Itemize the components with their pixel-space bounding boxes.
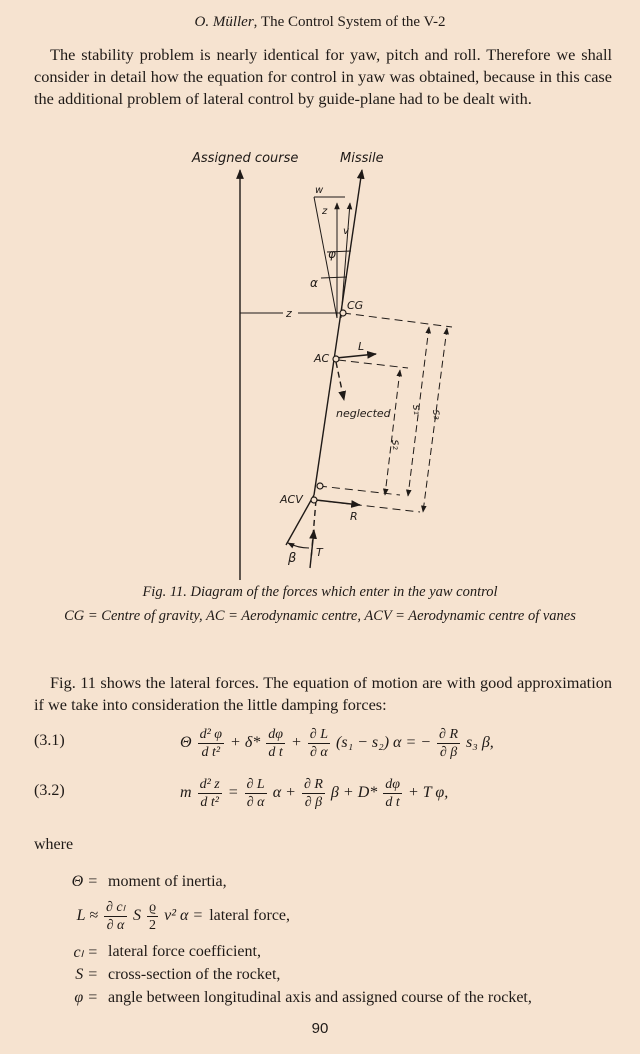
label-v: v	[343, 226, 349, 237]
fraction: $\frac{\text{d² φ}}{\text{d t²}}$	[199, 726, 223, 760]
equation-number: (3.2)	[34, 782, 65, 799]
fraction: $\frac{\text{∂ cₗ}}{\partial \alpha}$	[106, 899, 125, 933]
running-head	[0, 14, 640, 31]
def-text: angle between longitudinal axis and assigned course of the rocket,	[108, 989, 532, 1006]
figure-caption: Fig. 11. Diagram of the forces which enter in the yaw control	[142, 584, 498, 600]
eq-term: + δ*	[230, 734, 261, 751]
label-cg: CG	[347, 299, 364, 312]
def-text: lateral force,	[209, 907, 291, 924]
label-s1: s₁	[410, 403, 425, 416]
def-text: lateral force coefficient,	[108, 943, 261, 960]
definition-L	[50, 896, 620, 936]
forces-text: Fig. 11 shows the lateral forces. The equation of motion are with good approximation if we take into consideration the little damping forces:	[34, 673, 612, 714]
label-alpha: α	[310, 276, 318, 290]
label-ac: AC	[314, 352, 330, 365]
def-symbol: φ =	[74, 989, 98, 1006]
def-symbol: S =	[75, 966, 98, 983]
fraction: $\frac{d\varphi}{\text{d t}}$	[385, 776, 400, 810]
label-beta: β	[288, 551, 297, 566]
eq-term: m	[180, 784, 192, 801]
definition-cl	[50, 940, 620, 964]
equation-number: (3.1)	[34, 732, 65, 749]
eq-term: s₃ β,	[466, 734, 494, 751]
intro-text: The stability problem is nearly identical for yaw, pitch and roll. Therefore we shall consider in detail how the equation for control in yaw was obtained, because in this case the additional problem of lateral control by guide-plane had to be dealt with.	[34, 45, 612, 108]
forces-paragraph	[34, 672, 612, 716]
eq-term: β + D*	[330, 784, 378, 801]
label-L: L	[358, 340, 365, 353]
equation-3-2	[34, 770, 614, 816]
label-phi: φ	[328, 247, 336, 261]
def-symbol: Θ =	[71, 873, 98, 890]
fraction: $\frac{\partial R}{\partial \beta}$	[439, 726, 459, 760]
definition-S	[50, 963, 620, 987]
definition-phi	[50, 986, 620, 1010]
definition-theta	[50, 870, 620, 894]
def-term: S	[132, 907, 141, 924]
label-z: z	[286, 307, 292, 320]
label-z-top: z	[322, 206, 328, 217]
def-symbol: cₗ =	[73, 944, 98, 961]
fraction: $\frac{d\varphi}{\text{d t}}$	[268, 726, 283, 760]
eq-term: (s₁ − s₂) α = −	[336, 734, 432, 751]
label-missile: Missile	[340, 151, 384, 166]
eq-term: + T φ,	[408, 784, 449, 801]
def-text: cross-section of the rocket,	[108, 966, 281, 983]
figure-legend: CG = Centre of gravity, AC = Aerodynamic centre, ACV = Aerodynamic centre of vanes	[64, 608, 576, 624]
fraction: $\frac{ϱ}{2}$	[148, 899, 157, 933]
fraction: $\frac{\partial L}{\partial \alpha}$	[309, 726, 329, 760]
eq-term: α +	[272, 784, 296, 801]
label-T: T	[316, 546, 323, 559]
intro-paragraph	[34, 44, 612, 110]
author: O. Müller	[194, 14, 254, 30]
eq-term: +	[291, 734, 302, 751]
label-assigned-course: Assigned course	[192, 151, 299, 166]
eq-term: Θ	[180, 734, 192, 751]
equation-3-1	[34, 720, 614, 766]
label-w: w	[315, 185, 324, 196]
label-s3: s₃	[430, 408, 445, 421]
eq-term: =	[227, 784, 239, 801]
book-title: , The Control System of the V-2	[253, 14, 446, 30]
page-number: 90	[311, 1020, 329, 1037]
force-diagram	[0, 140, 640, 580]
def-term: v² α =	[164, 907, 204, 924]
label-neglected: neglected	[336, 407, 391, 420]
fraction: $\frac{\text{d² z}}{\text{d t²}}$	[199, 776, 220, 810]
fraction: $\frac{\partial R}{\partial \beta}$	[303, 776, 323, 810]
def-text: moment of inertia,	[108, 873, 227, 890]
label-acv: ACV	[280, 493, 303, 506]
where-label: where	[34, 836, 74, 853]
label-R: R	[350, 510, 358, 523]
fraction: $\frac{\partial L}{\partial \alpha}$	[246, 776, 265, 810]
def-symbol: L ≈	[76, 907, 98, 924]
label-s2: s₂	[389, 438, 404, 451]
